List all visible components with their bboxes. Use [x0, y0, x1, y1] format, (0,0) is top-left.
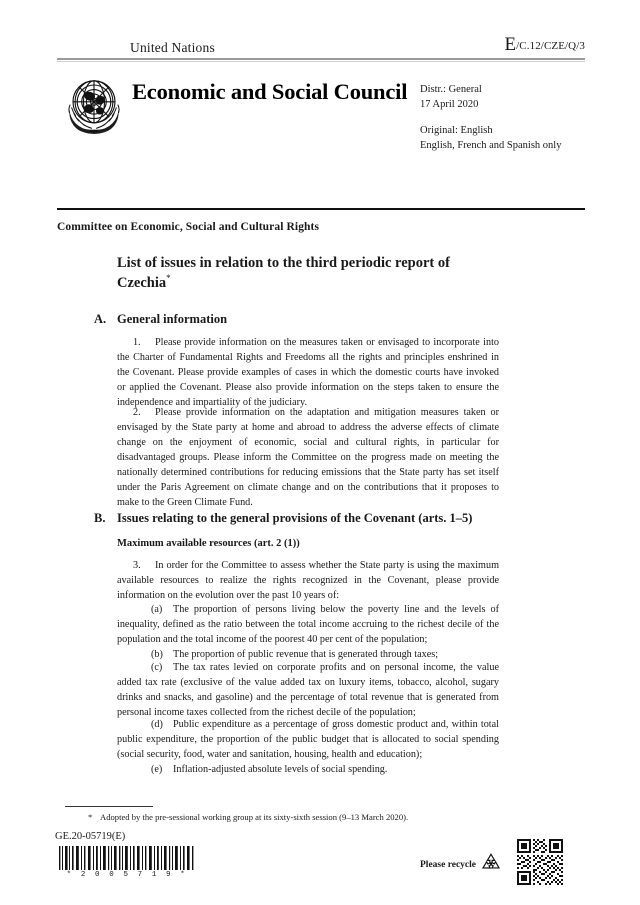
qr-code	[517, 839, 563, 885]
recycle-icon	[480, 852, 502, 877]
distribution-block	[420, 83, 585, 154]
list-item-e-text: Inflation-adjusted absolute levels of social spending.	[173, 764, 388, 775]
un-emblem-icon	[59, 71, 129, 141]
footnote-marker: *	[88, 812, 93, 822]
distribution-type: Distr.: General	[420, 84, 482, 95]
organization-name: United Nations	[130, 40, 215, 55]
page-title	[117, 254, 499, 293]
section-letter-b: B.	[94, 511, 106, 525]
document-date: 17 April 2020	[420, 98, 479, 110]
barcode-text: * 2 0 0 5 7 1 9 *	[66, 871, 188, 879]
masthead-top-row	[57, 34, 585, 58]
list-item-e	[117, 763, 499, 778]
paragraph-2-number: 2.	[133, 407, 141, 418]
paragraph-1-text: Please provide information on the measures taken or envisaged to incorporate into the Charter of Fundamental Rights and Freedoms all the rights and principles enshrined in the Covenant. Please provide examples of cases in which the domestic courts have invoked or applied the Covenant. Please also provide information on the steps taken to ensure the independence and impartiality of the judiciary.	[117, 337, 499, 408]
masthead	[57, 34, 585, 154]
document-symbol-prefix: E	[504, 34, 517, 55]
footnote-text: Adopted by the pre-sessional working group at its sixty-sixth session (9–13 March 2020).	[100, 812, 409, 822]
list-item-c-text: The tax rates levied on corporate profits and on personal income, the value added tax rate (exclusive of the value added tax on luxury items, tobacco, alcohol, sugary drinks and snacks, and gasoline) and the percentage of total revenue that is generated from personal income taxes collected from the richest decile of the population;	[117, 662, 499, 718]
subsection-heading: Maximum available resources (art. 2 (1))	[117, 538, 300, 549]
list-item-e-label: (e)	[151, 764, 163, 775]
masthead-rule-hairline	[57, 61, 585, 62]
list-item-d-label: (d)	[151, 719, 163, 730]
paragraph-1-number: 1.	[133, 337, 141, 348]
list-item-c-label: (c)	[151, 662, 163, 673]
distribution-spacer	[420, 113, 585, 124]
section-title-a: General information	[117, 312, 228, 326]
section-heading-b	[94, 511, 554, 526]
languages-note: English, French and Spanish only	[420, 139, 562, 151]
paragraph-2-text: Please provide information on the adaptation and mitigation measures taken or envisaged by the State party at home and abroad to address the adverse effects of climate change on the enjoyment of economic, social and cultural rights, in particular for disadvantaged groups. Please inform the Committee on the progress made on meeting the nationally determined contributions for reducing emissions that the State party has set itself under the Paris Agreement on climate change and on the contributions that it proposes to make to the Green Climate Fund.	[117, 407, 499, 508]
committee-name: Committee on Economic, Social and Cultural Rights	[57, 221, 320, 233]
job-number: GE.20-05719(E)	[55, 831, 126, 842]
original-language: Original: English	[420, 124, 493, 136]
paragraph-1	[117, 336, 499, 411]
list-item-d-text: Public expenditure as a percentage of gross domestic product and, within total public expenditure, the proportion of the public budget that is allocated to social spending (social security, food, water and sanitation, housing, health and education);	[117, 719, 499, 760]
list-item-a-label: (a)	[151, 604, 163, 615]
masthead-rule	[57, 58, 585, 60]
paragraph-2	[117, 406, 499, 511]
paragraph-3-number: 3.	[133, 560, 141, 571]
list-item-a-text: The proportion of persons living below the poverty line and the levels of inequality, defined as the ratio between the total income accruing to the richest decile of the population and the total income of the poorest 40 per cent of the population;	[117, 604, 499, 645]
barcode	[57, 846, 197, 879]
paragraph-3-text: In order for the Committee to assess whether the State party is using the maximum available resources to realize the rights recognized in the Covenant, please provide information on the evolution over the past 10 years of:	[117, 560, 499, 601]
qr-code-image	[517, 839, 563, 885]
document-symbol-suffix: /C.12/CZE/Q/3	[516, 40, 585, 52]
recycle-notice	[420, 852, 502, 877]
page-title-text: List of issues in relation to the third periodic report of Czechia	[117, 255, 450, 291]
masthead-body-row	[57, 69, 585, 154]
document-symbol	[504, 34, 585, 56]
recycle-label: Please recycle	[420, 859, 476, 870]
paragraph-3	[117, 559, 499, 604]
section-heading-a	[94, 312, 554, 327]
list-item-b-label: (b)	[151, 649, 163, 660]
footnote-separator	[65, 806, 153, 807]
section-title-b: Issues relating to the general provisions of the Covenant (arts. 1–5)	[117, 511, 473, 525]
list-item-a	[117, 603, 499, 648]
footnote	[88, 811, 508, 823]
title-footnote-marker: *	[166, 273, 171, 284]
list-item-b-text: The proportion of public revenue that is generated through taxes;	[173, 649, 439, 660]
body-top-rule	[57, 208, 585, 210]
list-item-c	[117, 661, 499, 721]
list-item-d	[117, 718, 499, 763]
barcode-bars	[57, 846, 197, 870]
organ-title: Economic and Social Council	[132, 79, 408, 104]
section-letter-a: A.	[94, 312, 107, 326]
